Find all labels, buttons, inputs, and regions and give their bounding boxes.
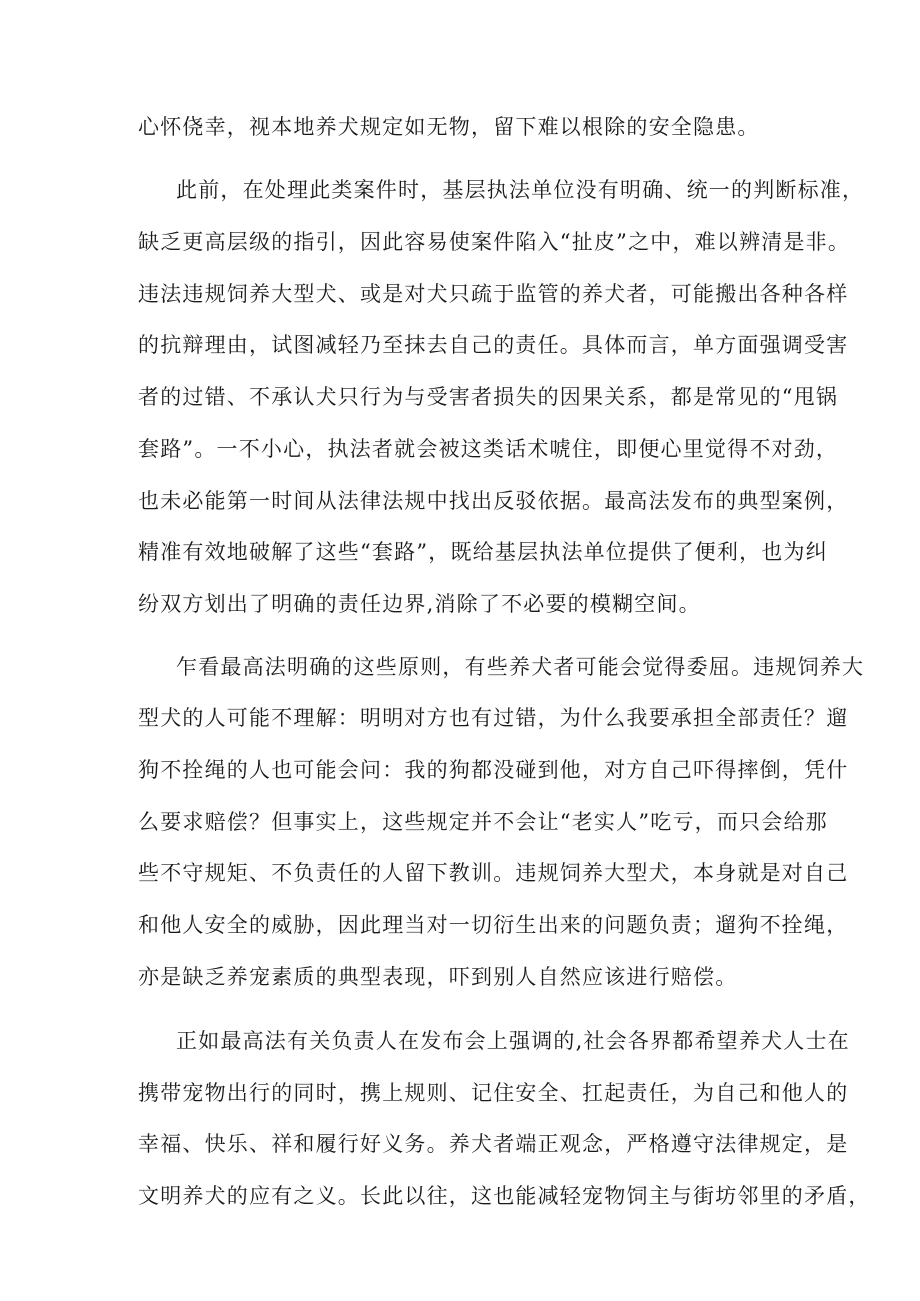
paragraph-line: 正如最高法有关负责人在发布会上强调的,社会各界都希望养犬人士在 <box>176 1029 850 1053</box>
paragraph-line: 携带宠物出行的同时，携上规则、记住安全、扛起责任，为自己和他人的 <box>138 1081 849 1105</box>
paragraph-line: 纷双方划出了明确的责任边界,消除了不必要的模糊空间。 <box>138 592 701 616</box>
paragraph-line: 的抗辩理由，试图减轻乃至抹去自己的责任。具体而言，单方面强调受害 <box>138 333 849 357</box>
paragraph-line: 此前，在处理此类案件时，基层执法单位没有明确、统一的判断标准， <box>176 178 865 202</box>
paragraph-line: 和他人安全的威胁，因此理当对一切衍生出来的问题负责；遛狗不拴绳， <box>138 913 849 937</box>
paragraph-line: 乍看最高法明确的这些原则，有些养犬者可能会觉得委屈。违规饲养大 <box>176 655 865 679</box>
paragraph-line: 心怀侥幸，视本地养犬规定如无物，留下难以根除的安全隐患。 <box>138 115 760 139</box>
paragraph-line: 也未必能第一时间从法律法规中找出反驳依据。最高法发布的典型案例， <box>138 489 849 513</box>
paragraph-line: 精准有效地破解了这些“套路”，既给基层执法单位提供了便利，也为纠 <box>138 540 828 564</box>
paragraph-line: 缺乏更高层级的指引，因此容易使案件陷入“扯皮”之中，难以辨清是非。 <box>138 230 851 254</box>
paragraph-line: 么要求赔偿？但事实上，这些规定并不会让“老实人”吃亏，而只会给那 <box>138 810 828 834</box>
paragraph-line: 些不守规矩、不负责任的人留下教训。违规饲养大型犬，本身就是对自己 <box>138 861 849 885</box>
paragraph-line: 狗不拴绳的人也可能会问：我的狗都没碰到他，对方自己吓得摔倒，凭什 <box>138 758 849 782</box>
paragraph-line: 型犬的人可能不理解：明明对方也有过错，为什么我要承担全部责任？遛 <box>138 706 849 730</box>
paragraph-line: 幸福、快乐、祥和履行好义务。养犬者端正观念，严格遵守法律规定，是 <box>138 1132 849 1156</box>
paragraph-line: 亦是缺乏养宠素质的典型表现，吓到别人自然应该进行赔偿。 <box>138 965 738 989</box>
paragraph-line: 文明养犬的应有之义。长此以往，这也能减轻宠物饲主与街坊邻里的矛盾， <box>138 1184 871 1208</box>
paragraph-line: 违法违规饲养大型犬、或是对犬只疏于监管的养犬者，可能搬出各种各样 <box>138 282 849 306</box>
paragraph-line: 套路”。一不小心，执法者就会被这类话术唬住，即便心里觉得不对劲， <box>138 437 839 461</box>
paragraph-line: 者的过错、不承认犬只行为与受害者损失的因果关系，都是常见的“甩锅 <box>138 385 839 409</box>
